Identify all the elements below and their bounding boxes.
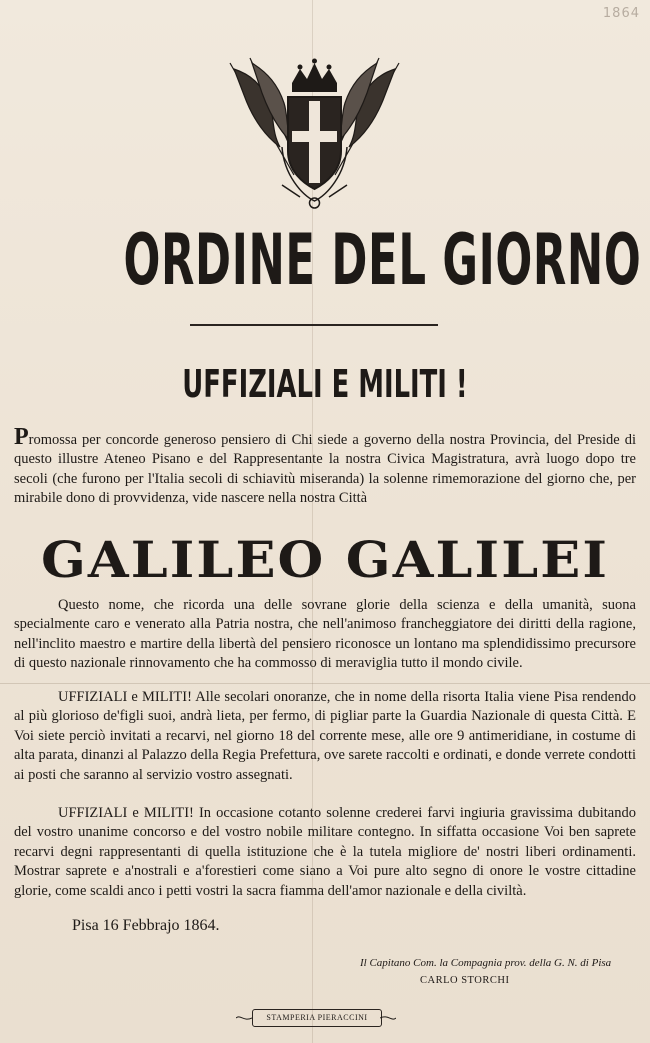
date-line: Pisa 16 Febbrajo 1864.: [72, 917, 220, 934]
poster-subtitle: UFFIZIALI E MILITI !: [182, 362, 468, 406]
title-divider: [190, 324, 438, 326]
intro-text: romossa per concorde generoso pensiero di Chi siede a governo della nostra Provincia, del Preside di questo illustre Ateneo Pisano e del Rappresentante la nostra Civica Magistratura, avrà luogo dopo tre secoli (che furono per l'Italia secoli di schiavitù miseranda) la solenne rimemorazione del giorno che, per mirabile dono di provvidenza, vide nascere nella nostra Città: [14, 432, 636, 507]
intro-paragraph: [14, 424, 636, 509]
printer-imprint: [236, 1009, 396, 1027]
drop-cap: P: [14, 424, 29, 450]
paragraph-2: Questo nome, che ricorda una delle sovrane glorie della scienza e della umanità, suona specialmente caro e venerato alla Patria nostra, che nell'animoso francheggiatore dei diritti della ragione, nell'inclito maestro e martire della libertà del pensiero riconosce un lontano ma splendidissimo precursore di questo nazionale rinnovamento che ha commosso di meraviglia tutto il mondo civile.: [14, 597, 636, 672]
paragraph-4: UFFIZIALI e MILITI! In occasione cotanto solenne crederei farvi ingiuria gravissima dubitando del vostro unanime concorso e del vostro nobile militare contegno. In siffatta occasione Voi ben saprete recarvi degni rappresentanti di quella istituzione che è la tutela migliore de' nostri liberi ordinamenti. Mostrar saprete e a'nostrali e a'forestieri come siano a Voi pure alto segno di onore le vostre cittadine glorie, come scaldi anco i petti vostri la sacra fiamma dell'amor nazionale e della civiltà.: [14, 805, 636, 899]
ornament-left-icon: [236, 1013, 252, 1023]
pencil-annotation: 1864: [602, 6, 640, 21]
poster-title: ORDINE DEL GIORNO: [123, 219, 642, 301]
paragraph-3: UFFIZIALI e MILITI! Alle secolari onoranze, che in nome della risorta Italia viene Pisa rendendo al più glorioso de'figli suoi, andrà lieta, per fermo, di pigliar parte la Guardia Nazionale di questa Città. E Voi siete perciò invitati a recarvi, nel giorno 18 del corrente mese, alle ore 9 antimeridiane, in costume di alta parata, dinanzi al Palazzo della Regia Prefettura, ove sarete raccolti e ordinati, e donde verrete condotti ai posti che saranno al servizio vostro assegnati.: [14, 689, 636, 783]
printer-label: STAMPERIA PIERACCINI: [252, 1009, 382, 1027]
fold-crease-horizontal: [0, 683, 650, 684]
honoree-name: GALILEO GALILEI: [40, 530, 610, 589]
savoy-crest-icon: [222, 55, 407, 210]
signatory-name: CARLO STORCHI: [420, 975, 510, 986]
ornament-right-icon: [380, 1013, 396, 1023]
signatory-role: Il Capitano Com. la Compagnia prov. della G. N. di Pisa: [360, 957, 612, 969]
